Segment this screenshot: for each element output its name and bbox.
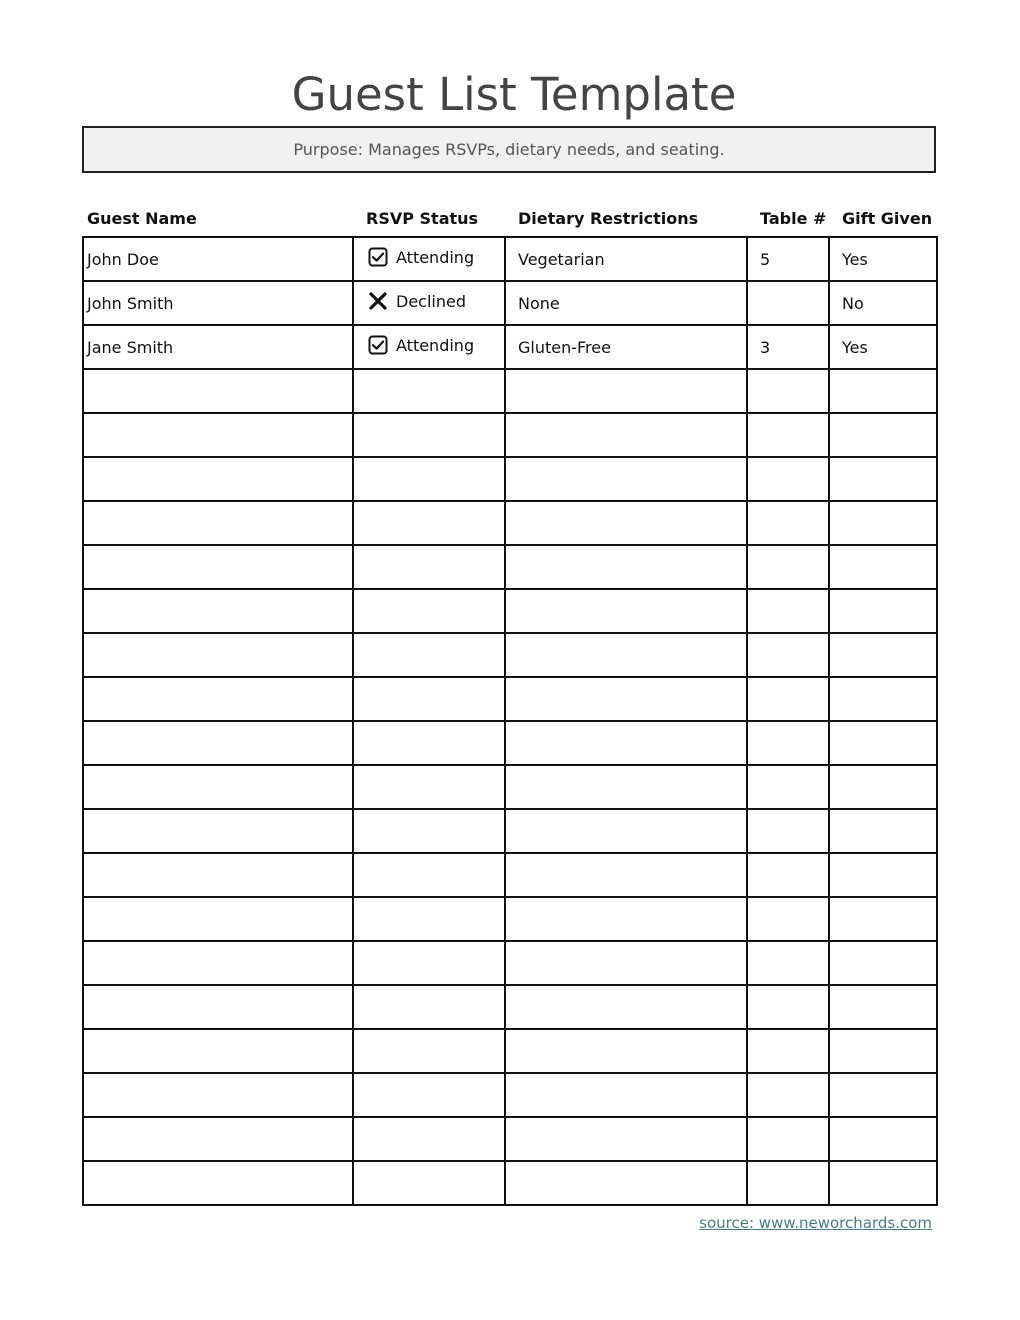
cell-gift-given[interactable]: [829, 369, 937, 413]
cell-table-number[interactable]: 5: [747, 237, 829, 281]
cell-gift-given[interactable]: [829, 1073, 937, 1117]
cell-table-number[interactable]: [747, 941, 829, 985]
cell-gift-given[interactable]: [829, 677, 937, 721]
cell-table-number[interactable]: [747, 633, 829, 677]
cell-guest-name[interactable]: [83, 765, 353, 809]
table-row: [83, 281, 937, 325]
cell-rsvp-status[interactable]: [353, 765, 505, 809]
cell-rsvp-status[interactable]: [353, 501, 505, 545]
guest-list-table: [82, 200, 938, 1206]
table-row: [83, 809, 937, 853]
cell-rsvp-status[interactable]: [353, 589, 505, 633]
cell-guest-name[interactable]: Jane Smith: [83, 325, 353, 369]
cell-dietary-restrictions[interactable]: [505, 765, 747, 809]
table-row: [83, 413, 937, 457]
table-row: [83, 369, 937, 413]
cell-table-number[interactable]: [747, 413, 829, 457]
cell-dietary-restrictions[interactable]: [505, 853, 747, 897]
table-row: [83, 897, 937, 941]
cell-rsvp-status[interactable]: [353, 1161, 505, 1205]
cell-dietary-restrictions[interactable]: [505, 897, 747, 941]
cell-gift-given[interactable]: [829, 721, 937, 765]
cell-guest-name[interactable]: [83, 1073, 353, 1117]
table-row: [83, 765, 937, 809]
cell-dietary-restrictions[interactable]: [505, 545, 747, 589]
cell-guest-name[interactable]: [83, 589, 353, 633]
cell-gift-given[interactable]: [829, 941, 937, 985]
cell-dietary-restrictions[interactable]: [505, 457, 747, 501]
rsvp-status: [366, 247, 474, 267]
cell-guest-name[interactable]: [83, 897, 353, 941]
cell-rsvp-status[interactable]: [353, 897, 505, 941]
cell-dietary-restrictions[interactable]: [505, 589, 747, 633]
table-row: [83, 545, 937, 589]
cell-gift-given[interactable]: [829, 457, 937, 501]
cell-guest-name[interactable]: John Doe: [83, 237, 353, 281]
cell-table-number[interactable]: [747, 545, 829, 589]
cell-rsvp-status[interactable]: [353, 1029, 505, 1073]
header-dietary-restrictions: Dietary Restrictions: [505, 200, 747, 237]
cell-rsvp-status[interactable]: [353, 853, 505, 897]
table-body: [83, 237, 937, 1205]
table-row: [83, 501, 937, 545]
table-row: [83, 677, 937, 721]
cell-dietary-restrictions[interactable]: None: [505, 281, 747, 325]
cell-dietary-restrictions[interactable]: [505, 1161, 747, 1205]
cell-rsvp-status[interactable]: [353, 721, 505, 765]
cell-dietary-restrictions[interactable]: [505, 677, 747, 721]
cell-gift-given[interactable]: [829, 1117, 937, 1161]
table-header-row: [83, 200, 937, 237]
cell-table-number[interactable]: [747, 369, 829, 413]
cell-gift-given[interactable]: [829, 413, 937, 457]
purpose-banner: Purpose: Manages RSVPs, dietary needs, and seating.: [82, 126, 936, 173]
cell-rsvp-status[interactable]: [353, 1117, 505, 1161]
table-row: [83, 1117, 937, 1161]
table-row: [83, 1161, 937, 1205]
cell-gift-given[interactable]: No: [829, 281, 937, 325]
cell-gift-given[interactable]: [829, 545, 937, 589]
cell-table-number[interactable]: [747, 1029, 829, 1073]
cell-table-number[interactable]: [747, 1161, 829, 1205]
page-title: Guest List Template: [291, 68, 737, 121]
cell-rsvp-status[interactable]: [353, 369, 505, 413]
cell-gift-given[interactable]: [829, 501, 937, 545]
cell-guest-name[interactable]: [83, 985, 353, 1029]
cell-table-number[interactable]: [747, 1073, 829, 1117]
cell-table-number[interactable]: 3: [747, 325, 829, 369]
checkbox-checked-icon: [368, 247, 388, 267]
cell-rsvp-status[interactable]: [353, 325, 505, 369]
rsvp-label: Declined: [396, 291, 466, 311]
header-guest-name: Guest Name: [83, 200, 353, 237]
cell-rsvp-status[interactable]: [353, 457, 505, 501]
cell-guest-name[interactable]: John Smith: [83, 281, 353, 325]
table-row: [83, 985, 937, 1029]
cell-rsvp-status[interactable]: [353, 677, 505, 721]
table-row: [83, 1073, 937, 1117]
cell-dietary-restrictions[interactable]: Gluten-Free: [505, 325, 747, 369]
source-link[interactable]: source: www.neworchards.com: [699, 1214, 932, 1232]
cell-dietary-restrictions[interactable]: [505, 941, 747, 985]
cell-guest-name[interactable]: [83, 809, 353, 853]
cell-gift-given[interactable]: [829, 633, 937, 677]
rsvp-label: Attending: [396, 247, 475, 267]
cell-rsvp-status[interactable]: [353, 237, 505, 281]
cell-table-number[interactable]: [747, 765, 829, 809]
cell-table-number[interactable]: [747, 721, 829, 765]
rsvp-status: [366, 335, 474, 355]
cell-guest-name[interactable]: [83, 457, 353, 501]
cell-guest-name[interactable]: [83, 413, 353, 457]
cell-table-number[interactable]: [747, 281, 829, 325]
cell-guest-name[interactable]: [83, 853, 353, 897]
cell-table-number[interactable]: [747, 853, 829, 897]
cell-table-number[interactable]: [747, 1117, 829, 1161]
cross-icon: [368, 291, 388, 311]
cell-gift-given[interactable]: [829, 853, 937, 897]
cell-dietary-restrictions[interactable]: Vegetarian: [505, 237, 747, 281]
cell-guest-name[interactable]: [83, 721, 353, 765]
cell-rsvp-status[interactable]: [353, 413, 505, 457]
cell-guest-name[interactable]: [83, 501, 353, 545]
cell-gift-given[interactable]: [829, 589, 937, 633]
cell-guest-name[interactable]: [83, 1117, 353, 1161]
cell-gift-given[interactable]: [829, 765, 937, 809]
table-row: [83, 589, 937, 633]
cell-table-number[interactable]: [747, 985, 829, 1029]
cell-guest-name[interactable]: [83, 633, 353, 677]
cell-dietary-restrictions[interactable]: [505, 1117, 747, 1161]
header-table-number: Table #: [747, 200, 829, 237]
cell-gift-given[interactable]: [829, 985, 937, 1029]
table-row: [83, 325, 937, 369]
cell-dietary-restrictions[interactable]: [505, 809, 747, 853]
cell-table-number[interactable]: [747, 589, 829, 633]
cell-guest-name[interactable]: [83, 545, 353, 589]
table-row: [83, 853, 937, 897]
cell-dietary-restrictions[interactable]: [505, 1029, 747, 1073]
header-gift-given: Gift Given: [829, 200, 937, 237]
cell-gift-given[interactable]: Yes: [829, 237, 937, 281]
cell-table-number[interactable]: [747, 809, 829, 853]
table-row: [83, 237, 937, 281]
cell-gift-given[interactable]: [829, 1161, 937, 1205]
cell-dietary-restrictions[interactable]: [505, 501, 747, 545]
cell-dietary-restrictions[interactable]: [505, 369, 747, 413]
cell-rsvp-status[interactable]: [353, 281, 505, 325]
cell-rsvp-status[interactable]: [353, 809, 505, 853]
cell-guest-name[interactable]: [83, 941, 353, 985]
cell-table-number[interactable]: [747, 501, 829, 545]
table-row: [83, 1029, 937, 1073]
cell-rsvp-status[interactable]: [353, 1073, 505, 1117]
cell-guest-name[interactable]: [83, 1161, 353, 1205]
rsvp-status: [366, 291, 466, 311]
cell-dietary-restrictions[interactable]: [505, 413, 747, 457]
cell-dietary-restrictions[interactable]: [505, 721, 747, 765]
table-row: [83, 941, 937, 985]
cell-guest-name[interactable]: [83, 369, 353, 413]
cell-table-number[interactable]: [747, 457, 829, 501]
rsvp-label: Attending: [396, 335, 475, 355]
cell-guest-name[interactable]: [83, 1029, 353, 1073]
cell-rsvp-status[interactable]: [353, 941, 505, 985]
cell-rsvp-status[interactable]: [353, 985, 505, 1029]
cell-dietary-restrictions[interactable]: [505, 1073, 747, 1117]
header-rsvp-status: RSVP Status: [353, 200, 505, 237]
cell-rsvp-status[interactable]: [353, 633, 505, 677]
cell-rsvp-status[interactable]: [353, 545, 505, 589]
table-row: [83, 721, 937, 765]
cell-guest-name[interactable]: [83, 677, 353, 721]
cell-gift-given[interactable]: [829, 897, 937, 941]
cell-gift-given[interactable]: [829, 1029, 937, 1073]
cell-gift-given[interactable]: Yes: [829, 325, 937, 369]
table-row: [83, 457, 937, 501]
cell-dietary-restrictions[interactable]: [505, 985, 747, 1029]
cell-table-number[interactable]: [747, 897, 829, 941]
cell-table-number[interactable]: [747, 677, 829, 721]
cell-gift-given[interactable]: [829, 809, 937, 853]
cell-dietary-restrictions[interactable]: [505, 633, 747, 677]
checkbox-checked-icon: [368, 335, 388, 355]
table-row: [83, 633, 937, 677]
